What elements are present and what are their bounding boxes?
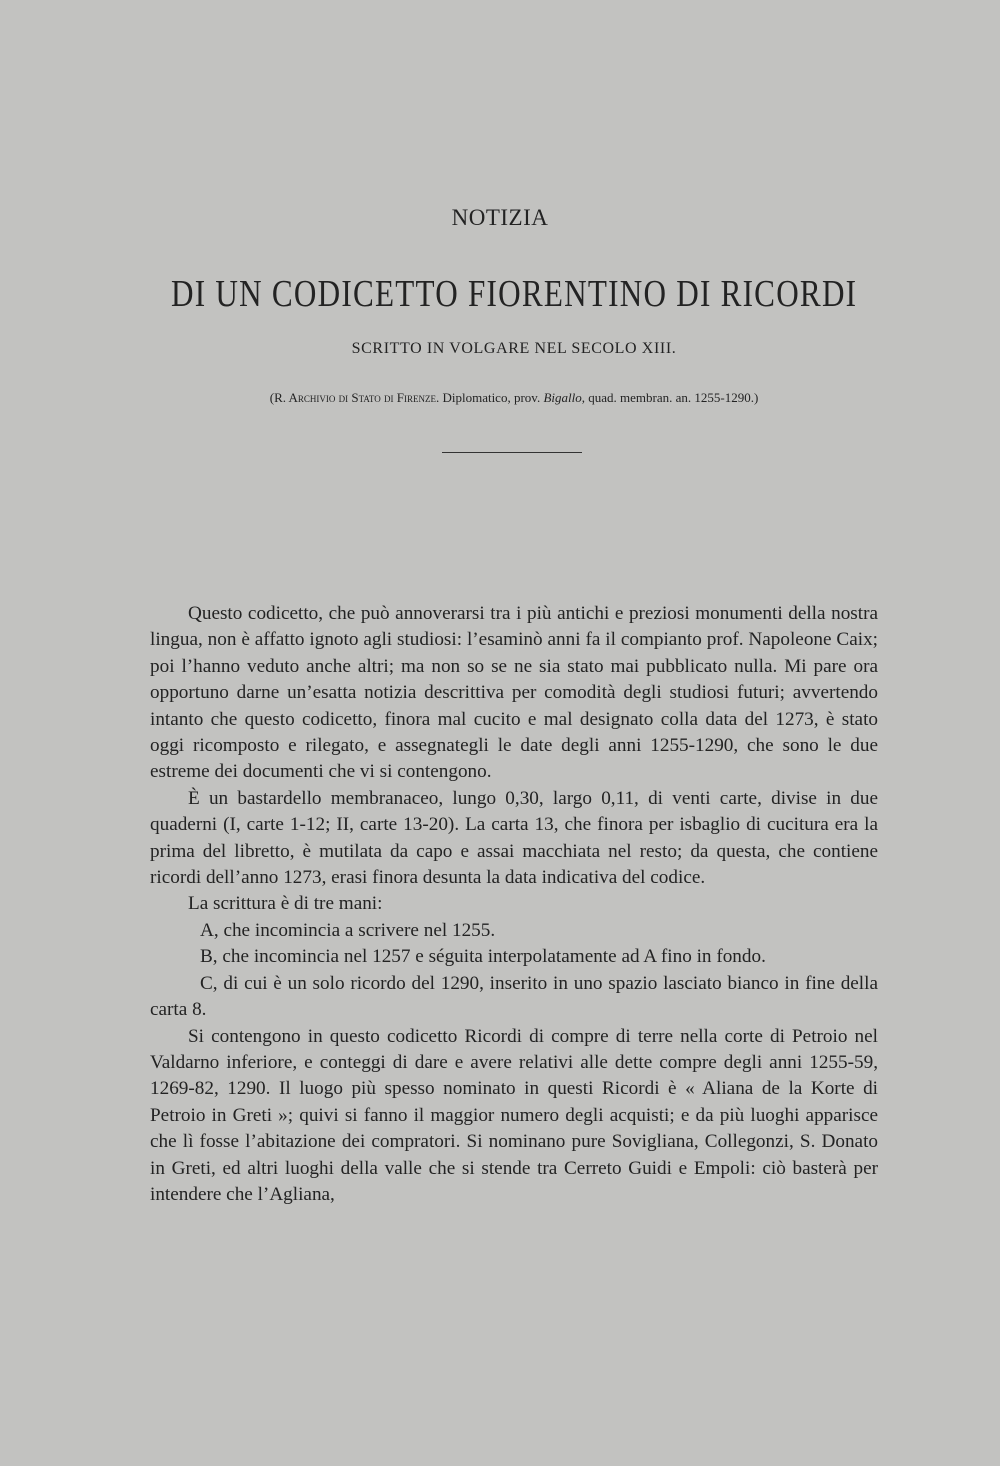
- list-item: B, che incomincia nel 1257 e séguita interpolatamente ad A fino in fondo.: [200, 946, 766, 968]
- heading: NOTIZIA: [451, 205, 549, 230]
- paragraph: Si contengono in questo codicetto Ricordi di compre di terre nella corte di Petroio nel Valdarno inferiore, e conteggi di dare e avere relativi alle dette compre degli anni 1255-59, 1269-82, 1290. Il luogo più spesso nominato in questi Ricordi è « Aliana de la Korte di Petroio in Greti »; quivi si fanno il maggior numero degli acquisti; e da più luoghi apparisce che lì fosse l’abitazione dei compratori. Si nominano pure Sovigliana, Collegonzi, S. Donato in Greti, ed altri luoghi della valle che si stende tra Cerreto Guidi e Empoli: ciò basterà per intendere che l’Agliana,: [150, 1025, 878, 1205]
- list-item: A, che incomincia a scrivere nel 1255.: [200, 919, 496, 941]
- source-details: , quad. membran. an. 1255-1290.): [581, 390, 759, 405]
- source-archive: R. Archivio di Stato di Firenze.: [274, 390, 440, 405]
- subtitle: SCRITTO IN VOLGARE NEL SECOLO XIII.: [351, 340, 677, 357]
- source-provenance: Bigallo: [543, 390, 582, 405]
- paragraph: Questo codicetto, che può annoverarsi tra i più antichi e preziosi monumenti della nostra lingua, non è affatto ignoto agli studiosi: l’esaminò anni fa il compianto prof. Napoleone Caix; poi l’hanno veduto anche altri; ma non so se ne sia stato mai pubblicato nulla. Mi pare ora opportuno darne un’esatta notizia descrittiva per comodità degli studiosi futuri; avvertendo intanto che questo codicetto, finora mal cucito e mal designato colla data del 1273, è stato oggi ricomposto e rilegato, e assegnategli le date degli anni 1255-1290, che sono le due estreme dei documenti che vi si contengono.: [150, 603, 878, 783]
- page-title: DI UN CODICETTO FIORENTINO DI RICORDI: [171, 273, 858, 315]
- list-item: C, di cui è un solo ricordo del 1290, inserito in uno spazio lasciato bianco in fine della carta 8.: [150, 972, 878, 1021]
- source-citation: [14, 390, 1000, 406]
- divider-rule: [442, 452, 582, 453]
- body-text: [150, 601, 878, 1208]
- source-open: (: [269, 390, 275, 405]
- paragraph: La scrittura è di tre mani:: [188, 893, 383, 915]
- source-fonds: Diplomatico, prov.: [439, 390, 544, 405]
- paragraph: È un bastardello membranaceo, lungo 0,30, largo 0,11, di venti carte, divise in due quaderni (I, carte 1-12; II, carte 13-20). La carta 13, che finora per isbaglio di cucitura era la prima del libretto, è mutilata da capo e assai macchiata nel resto; da questa, che contiene ricordi dell’anno 1273, erasi finora desunta la data indicativa del codice.: [150, 787, 878, 889]
